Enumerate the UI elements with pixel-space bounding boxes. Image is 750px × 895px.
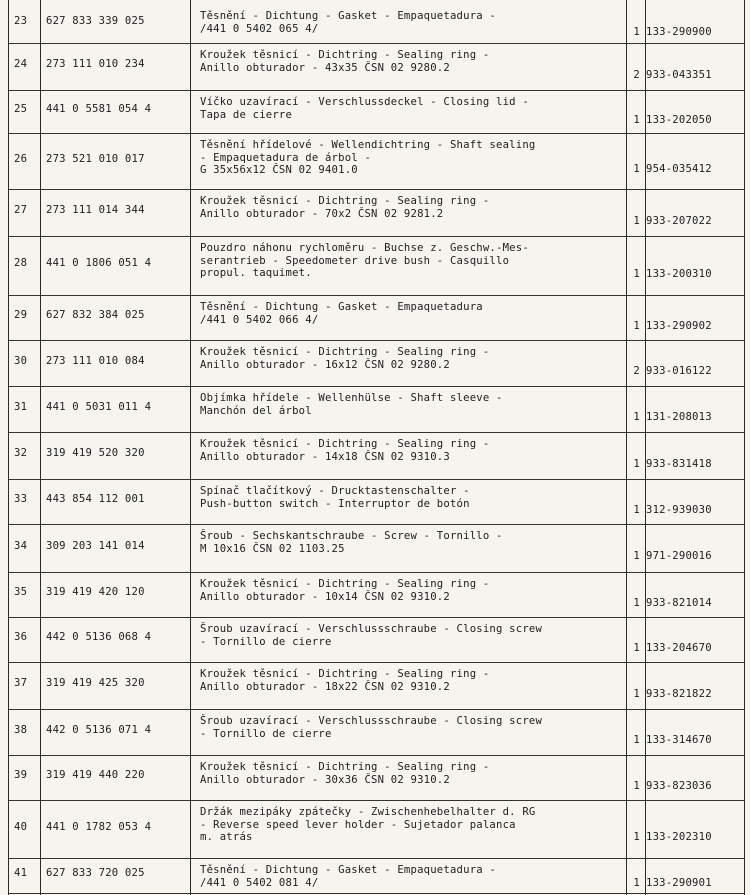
description-line: Kroužek těsnicí - Dichtring - Sealing ring -	[200, 761, 490, 773]
order-code: 133-204670	[646, 642, 712, 654]
table-row	[8, 800, 744, 858]
description-line: /441 0 5402 081 4/	[200, 876, 319, 889]
part-number: 627 832 384 025	[46, 309, 145, 321]
position-number: 27	[14, 204, 28, 216]
part-number: 319 419 425 320	[46, 677, 145, 689]
description-line: G 35x56x12 ČSN 02 9401.0	[200, 164, 358, 177]
position-number: 30	[14, 355, 28, 367]
part-number: 441 0 1806 051 4	[46, 257, 152, 269]
description-line: Spínač tlačítkový - Drucktastenschalter -	[200, 485, 470, 497]
quantity: 1	[633, 268, 640, 280]
quantity: 1	[633, 688, 640, 700]
order-code: 133-290901	[646, 877, 712, 889]
part-number: 273 521 010 017	[46, 153, 145, 165]
order-code: 312-939030	[646, 504, 712, 516]
order-code: 933-207022	[646, 215, 712, 227]
position-number: 36	[14, 631, 28, 643]
quantity: 1	[633, 734, 640, 746]
position-number: 34	[14, 540, 28, 552]
description-line: propul. taquimet.	[200, 267, 312, 280]
description-line: serantrieb - Speedometer drive bush - Casquillo	[200, 254, 510, 267]
description-line: Kroužek těsnicí - Dichtring - Sealing ring -	[200, 668, 490, 680]
description-line: Objímka hřídele - Wellenhülse - Shaft sleeve -	[200, 392, 503, 404]
part-number: 273 111 010 234	[46, 58, 145, 70]
description-line: Víčko uzavírací - Verschlussdeckel - Closing lid -	[200, 96, 529, 108]
description-line: Anillo obturador - 70x2 ČSN 02 9281.2	[200, 207, 444, 220]
order-code: 133-290900	[646, 26, 712, 38]
position-number: 37	[14, 677, 28, 689]
position-number: 32	[14, 447, 28, 459]
quantity: 1	[633, 642, 640, 654]
description-line: Anillo obturador - 10x14 ČSN 02 9310.2	[200, 590, 450, 603]
table-row	[8, 479, 744, 524]
quantity: 1	[633, 215, 640, 227]
table-row	[8, 133, 744, 189]
quantity: 1	[633, 320, 640, 332]
table-row	[8, 236, 744, 295]
position-number: 33	[14, 493, 28, 505]
description-line: Push-button switch - Interruptor de botón	[200, 497, 470, 510]
description-line: /441 0 5402 066 4/	[200, 313, 319, 326]
table-row	[8, 386, 744, 432]
table-row	[8, 432, 744, 479]
position-number: 25	[14, 103, 28, 115]
part-number: 627 833 720 025	[46, 867, 145, 879]
order-code: 933-831418	[646, 458, 712, 470]
description-line: Kroužek těsnicí - Dichtring - Sealing ring -	[200, 578, 490, 590]
position-number: 24	[14, 58, 28, 70]
position-number: 40	[14, 821, 28, 833]
description-line: Držák mezipáky zpátečky - Zwischenhebelhalter d. RG	[200, 806, 536, 818]
part-number: 273 111 010 084	[46, 355, 145, 367]
description-line: Šroub uzavírací - Verschlussschraube - Closing screw	[200, 623, 543, 635]
part-number: 441 0 5581 054 4	[46, 103, 152, 115]
order-code: 131-208013	[646, 411, 712, 423]
description-line: Těsnění - Dichtung - Gasket - Empaquetadura -	[200, 10, 497, 22]
position-number: 28	[14, 257, 28, 269]
quantity: 1	[633, 504, 640, 516]
order-code: 133-200310	[646, 268, 712, 280]
part-number: 273 111 014 344	[46, 204, 145, 216]
part-number: 319 419 520 320	[46, 447, 145, 459]
order-code: 133-290902	[646, 320, 712, 332]
quantity: 1	[633, 411, 640, 423]
part-number: 443 854 112 001	[46, 493, 145, 505]
position-number: 35	[14, 586, 28, 598]
description-line: - Empaquetadura de árbol -	[200, 151, 372, 164]
position-number: 29	[14, 309, 28, 321]
part-number: 319 419 440 220	[46, 769, 145, 781]
part-number: 442 0 5136 068 4	[46, 631, 152, 643]
part-number: 309 203 141 014	[46, 540, 145, 552]
part-number: 441 0 5031 011 4	[46, 401, 152, 413]
description-line: - Reverse speed lever holder - Sujetador palanca	[200, 818, 516, 831]
position-number: 41	[14, 867, 28, 879]
part-number: 627 833 339 025	[46, 15, 145, 27]
description-line: Anillo obturador - 18x22 ČSN 02 9310.2	[200, 680, 450, 693]
position-number: 31	[14, 401, 28, 413]
description-line: Manchón del árbol	[200, 404, 312, 417]
description-line: - Tornillo de cierre	[200, 635, 332, 648]
quantity: 1	[633, 114, 640, 126]
order-code: 933-016122	[646, 365, 712, 377]
order-code: 971-290016	[646, 550, 712, 562]
order-code: 133-202310	[646, 831, 712, 843]
table-row	[8, 295, 744, 340]
quantity: 2	[633, 365, 640, 377]
quantity: 1	[633, 877, 640, 889]
description-line: M 10x16 ČSN 02 1103.25	[200, 542, 345, 555]
quantity: 2	[633, 69, 640, 81]
table-border-right	[744, 0, 745, 895]
table-row	[8, 617, 744, 662]
order-code: 933-821014	[646, 597, 712, 609]
order-code: 933-821822	[646, 688, 712, 700]
description-line: Anillo obturador - 30x36 ČSN 02 9310.2	[200, 773, 450, 786]
quantity: 1	[633, 831, 640, 843]
description-line: Pouzdro náhonu rychloměru - Buchse z. Geschw.-Mes-	[200, 242, 529, 254]
table-row	[8, 572, 744, 617]
table-row	[8, 662, 744, 709]
description-line: Anillo obturador - 43x35 ČSN 02 9280.2	[200, 61, 450, 74]
order-code: 133-202050	[646, 114, 712, 126]
table-row	[8, 43, 744, 90]
quantity: 1	[633, 780, 640, 792]
position-number: 26	[14, 153, 28, 165]
description-line: Šroub uzavírací - Verschlussschraube - Closing screw	[200, 715, 543, 727]
quantity: 1	[633, 163, 640, 175]
description-line: /441 0 5402 065 4/	[200, 22, 319, 35]
description-line: Šroub - Sechskantschraube - Screw - Tornillo -	[200, 530, 503, 542]
part-number: 442 0 5136 071 4	[46, 724, 152, 736]
description-line: Kroužek těsnicí - Dichtring - Sealing ring -	[200, 49, 490, 61]
quantity: 1	[633, 458, 640, 470]
row-divider	[8, 893, 744, 894]
table-row	[8, 755, 744, 800]
position-number: 39	[14, 769, 28, 781]
table-row	[8, 524, 744, 572]
order-code: 133-314670	[646, 734, 712, 746]
position-number: 38	[14, 724, 28, 736]
table-row	[8, 709, 744, 755]
description-line: Těsnění - Dichtung - Gasket - Empaquetadura	[200, 301, 483, 313]
table-row	[8, 340, 744, 386]
description-line: Tapa de cierre	[200, 108, 293, 121]
description-line: Kroužek těsnicí - Dichtring - Sealing ring -	[200, 195, 490, 207]
description-line: Anillo obturador - 14x18 ČSN 02 9310.3	[200, 450, 450, 463]
order-code: 933-043351	[646, 69, 712, 81]
table-row	[8, 858, 744, 893]
description-line: Těsnění - Dichtung - Gasket - Empaquetadura -	[200, 864, 497, 876]
order-code: 954-035412	[646, 163, 712, 175]
table-row	[8, 90, 744, 133]
quantity: 1	[633, 26, 640, 38]
quantity: 1	[633, 550, 640, 562]
description-line: - Tornillo de cierre	[200, 727, 332, 740]
description-line: Kroužek těsnicí - Dichtring - Sealing ring -	[200, 346, 490, 358]
description-line: Kroužek těsnicí - Dichtring - Sealing ring -	[200, 438, 490, 450]
table-row	[8, 189, 744, 236]
quantity: 1	[633, 597, 640, 609]
order-code: 933-823036	[646, 780, 712, 792]
part-number: 319 419 420 120	[46, 586, 145, 598]
description-line: m. atrás	[200, 831, 253, 844]
description-line: Anillo obturador - 16x12 ČSN 02 9280.2	[200, 358, 450, 371]
position-number: 23	[14, 15, 28, 27]
table-row	[8, 4, 744, 43]
description-line: Těsnění hřídelové - Wellendichtring - Shaft sealing	[200, 139, 536, 151]
part-number: 441 0 1782 053 4	[46, 821, 152, 833]
